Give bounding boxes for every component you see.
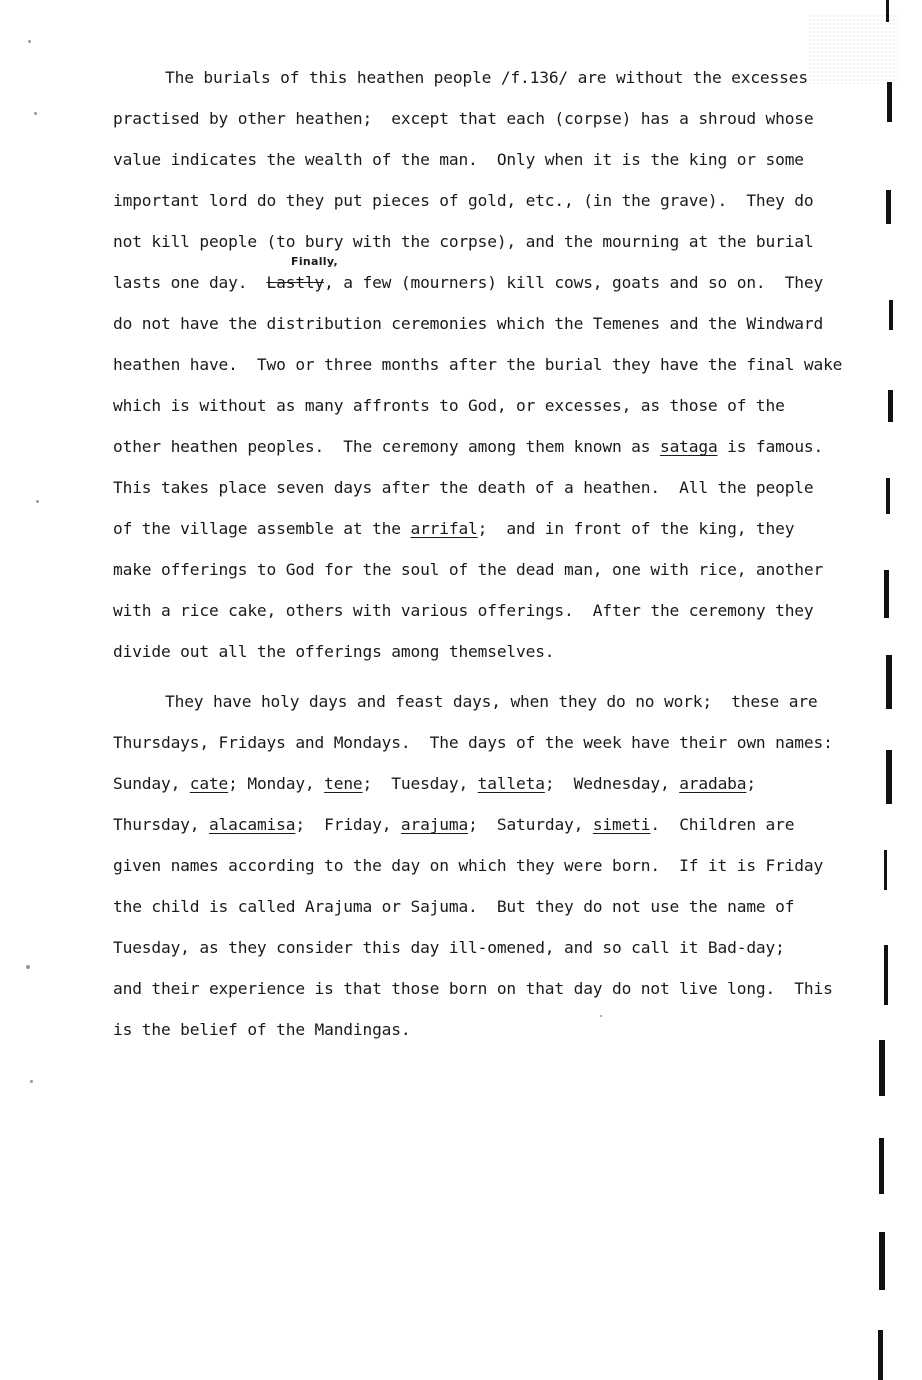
text-line: divide out all the offerings among themselves.	[113, 642, 555, 661]
underlined-term: talleta	[477, 774, 545, 793]
margin-mark	[879, 1138, 884, 1194]
text-segment: ; Friday,	[295, 815, 401, 834]
scan-speck	[28, 40, 31, 43]
text-segment: ; Tuesday,	[362, 774, 478, 793]
text-line	[113, 437, 823, 457]
margin-mark	[886, 750, 892, 804]
text-segment: Thursday,	[113, 815, 209, 834]
underlined-term: cate	[189, 774, 229, 793]
margin-mark	[878, 1330, 883, 1380]
text-segment: ; Wednesday,	[544, 774, 680, 793]
margin-mark	[886, 0, 889, 22]
handwritten-insertion: Finally,	[291, 255, 338, 268]
text-line: heathen have. Two or three months after the burial they have the final wake	[113, 355, 843, 374]
margin-mark	[884, 570, 889, 618]
underlined-term: alacamisa	[208, 815, 296, 834]
text-segment: ; Saturday,	[468, 815, 593, 834]
text-line: the child is called Arajuma or Sajuma. But they do not use the name of	[113, 897, 795, 916]
text-segment: of the village assemble at the	[113, 519, 411, 538]
margin-mark	[888, 390, 893, 422]
scan-speck	[34, 112, 37, 115]
margin-mark	[884, 850, 887, 890]
underlined-term: arrifal	[410, 519, 478, 538]
scan-speck	[30, 1080, 33, 1083]
margin-mark	[879, 1232, 885, 1290]
text-line: do not have the distribution ceremonies which the Temenes and the Windward	[113, 314, 824, 333]
text-line: practised by other heathen; except that each (corpse) has a shroud whose	[113, 109, 814, 128]
text-line	[113, 519, 794, 539]
text-segment: . Children are	[650, 815, 795, 834]
scan-speck	[600, 1015, 602, 1017]
text-line: value indicates the wealth of the man. Only when it is the king or some	[113, 150, 804, 169]
text-segment: ; and in front of the king, they	[477, 519, 795, 538]
underlined-term: tene	[324, 774, 363, 793]
underlined-term: simeti	[592, 815, 651, 834]
text-line: which is without as many affronts to God, or excesses, as those of the	[113, 396, 785, 415]
text-line: This takes place seven days after the death of a heathen. All the people	[113, 478, 814, 497]
text-line: with a rice cake, others with various offerings. After the ceremony they	[113, 601, 814, 620]
margin-mark	[886, 655, 892, 709]
margin-mark	[879, 1040, 885, 1096]
text-line: important lord do they put pieces of gold, etc., (in the grave). They do	[113, 191, 814, 210]
margin-mark	[886, 190, 891, 224]
text-line	[113, 774, 756, 794]
underlined-term: sataga	[659, 437, 718, 456]
text-segment: ; Monday,	[228, 774, 325, 793]
text-segment: Sunday,	[113, 774, 190, 793]
text-line: and their experience is that those born on that day do not live long. This	[113, 979, 833, 998]
struck-word: Lastly	[266, 273, 325, 292]
text-line: They have holy days and feast days, when they do no work; these are	[165, 692, 818, 711]
margin-mark	[884, 945, 888, 1005]
margin-mark	[889, 300, 893, 330]
text-segment: other heathen peoples. The ceremony among them known as	[113, 437, 660, 456]
margin-mark	[887, 82, 892, 122]
text-segment: lasts one day.	[113, 273, 267, 292]
scan-speck	[36, 500, 39, 503]
text-segment: ;	[746, 774, 756, 793]
text-line	[113, 815, 794, 835]
text-line: Tuesday, as they consider this day ill-omened, and so call it Bad-day;	[113, 938, 785, 957]
text-segment: , a few (mourners) kill cows, goats and so on. They	[324, 273, 824, 292]
text-segment: is famous.	[717, 437, 824, 456]
text-line: is the belief of the Mandingas.	[113, 1020, 411, 1039]
text-line: The burials of this heathen people /f.136/ are without the excesses	[165, 68, 808, 87]
text-line: make offerings to God for the soul of the dead man, one with rice, another	[113, 560, 824, 579]
text-line	[113, 273, 823, 293]
scan-noise	[808, 14, 898, 84]
text-line: not kill people (to bury with the corpse), and the mourning at the burial	[113, 232, 814, 251]
scan-speck	[26, 965, 30, 969]
text-line: Thursdays, Fridays and Mondays. The days of the week have their own names:	[113, 733, 833, 752]
text-line: given names according to the day on which they were born. If it is Friday	[113, 856, 824, 875]
underlined-term: arajuma	[400, 815, 469, 834]
margin-mark	[886, 478, 890, 514]
underlined-term: aradaba	[679, 774, 747, 793]
